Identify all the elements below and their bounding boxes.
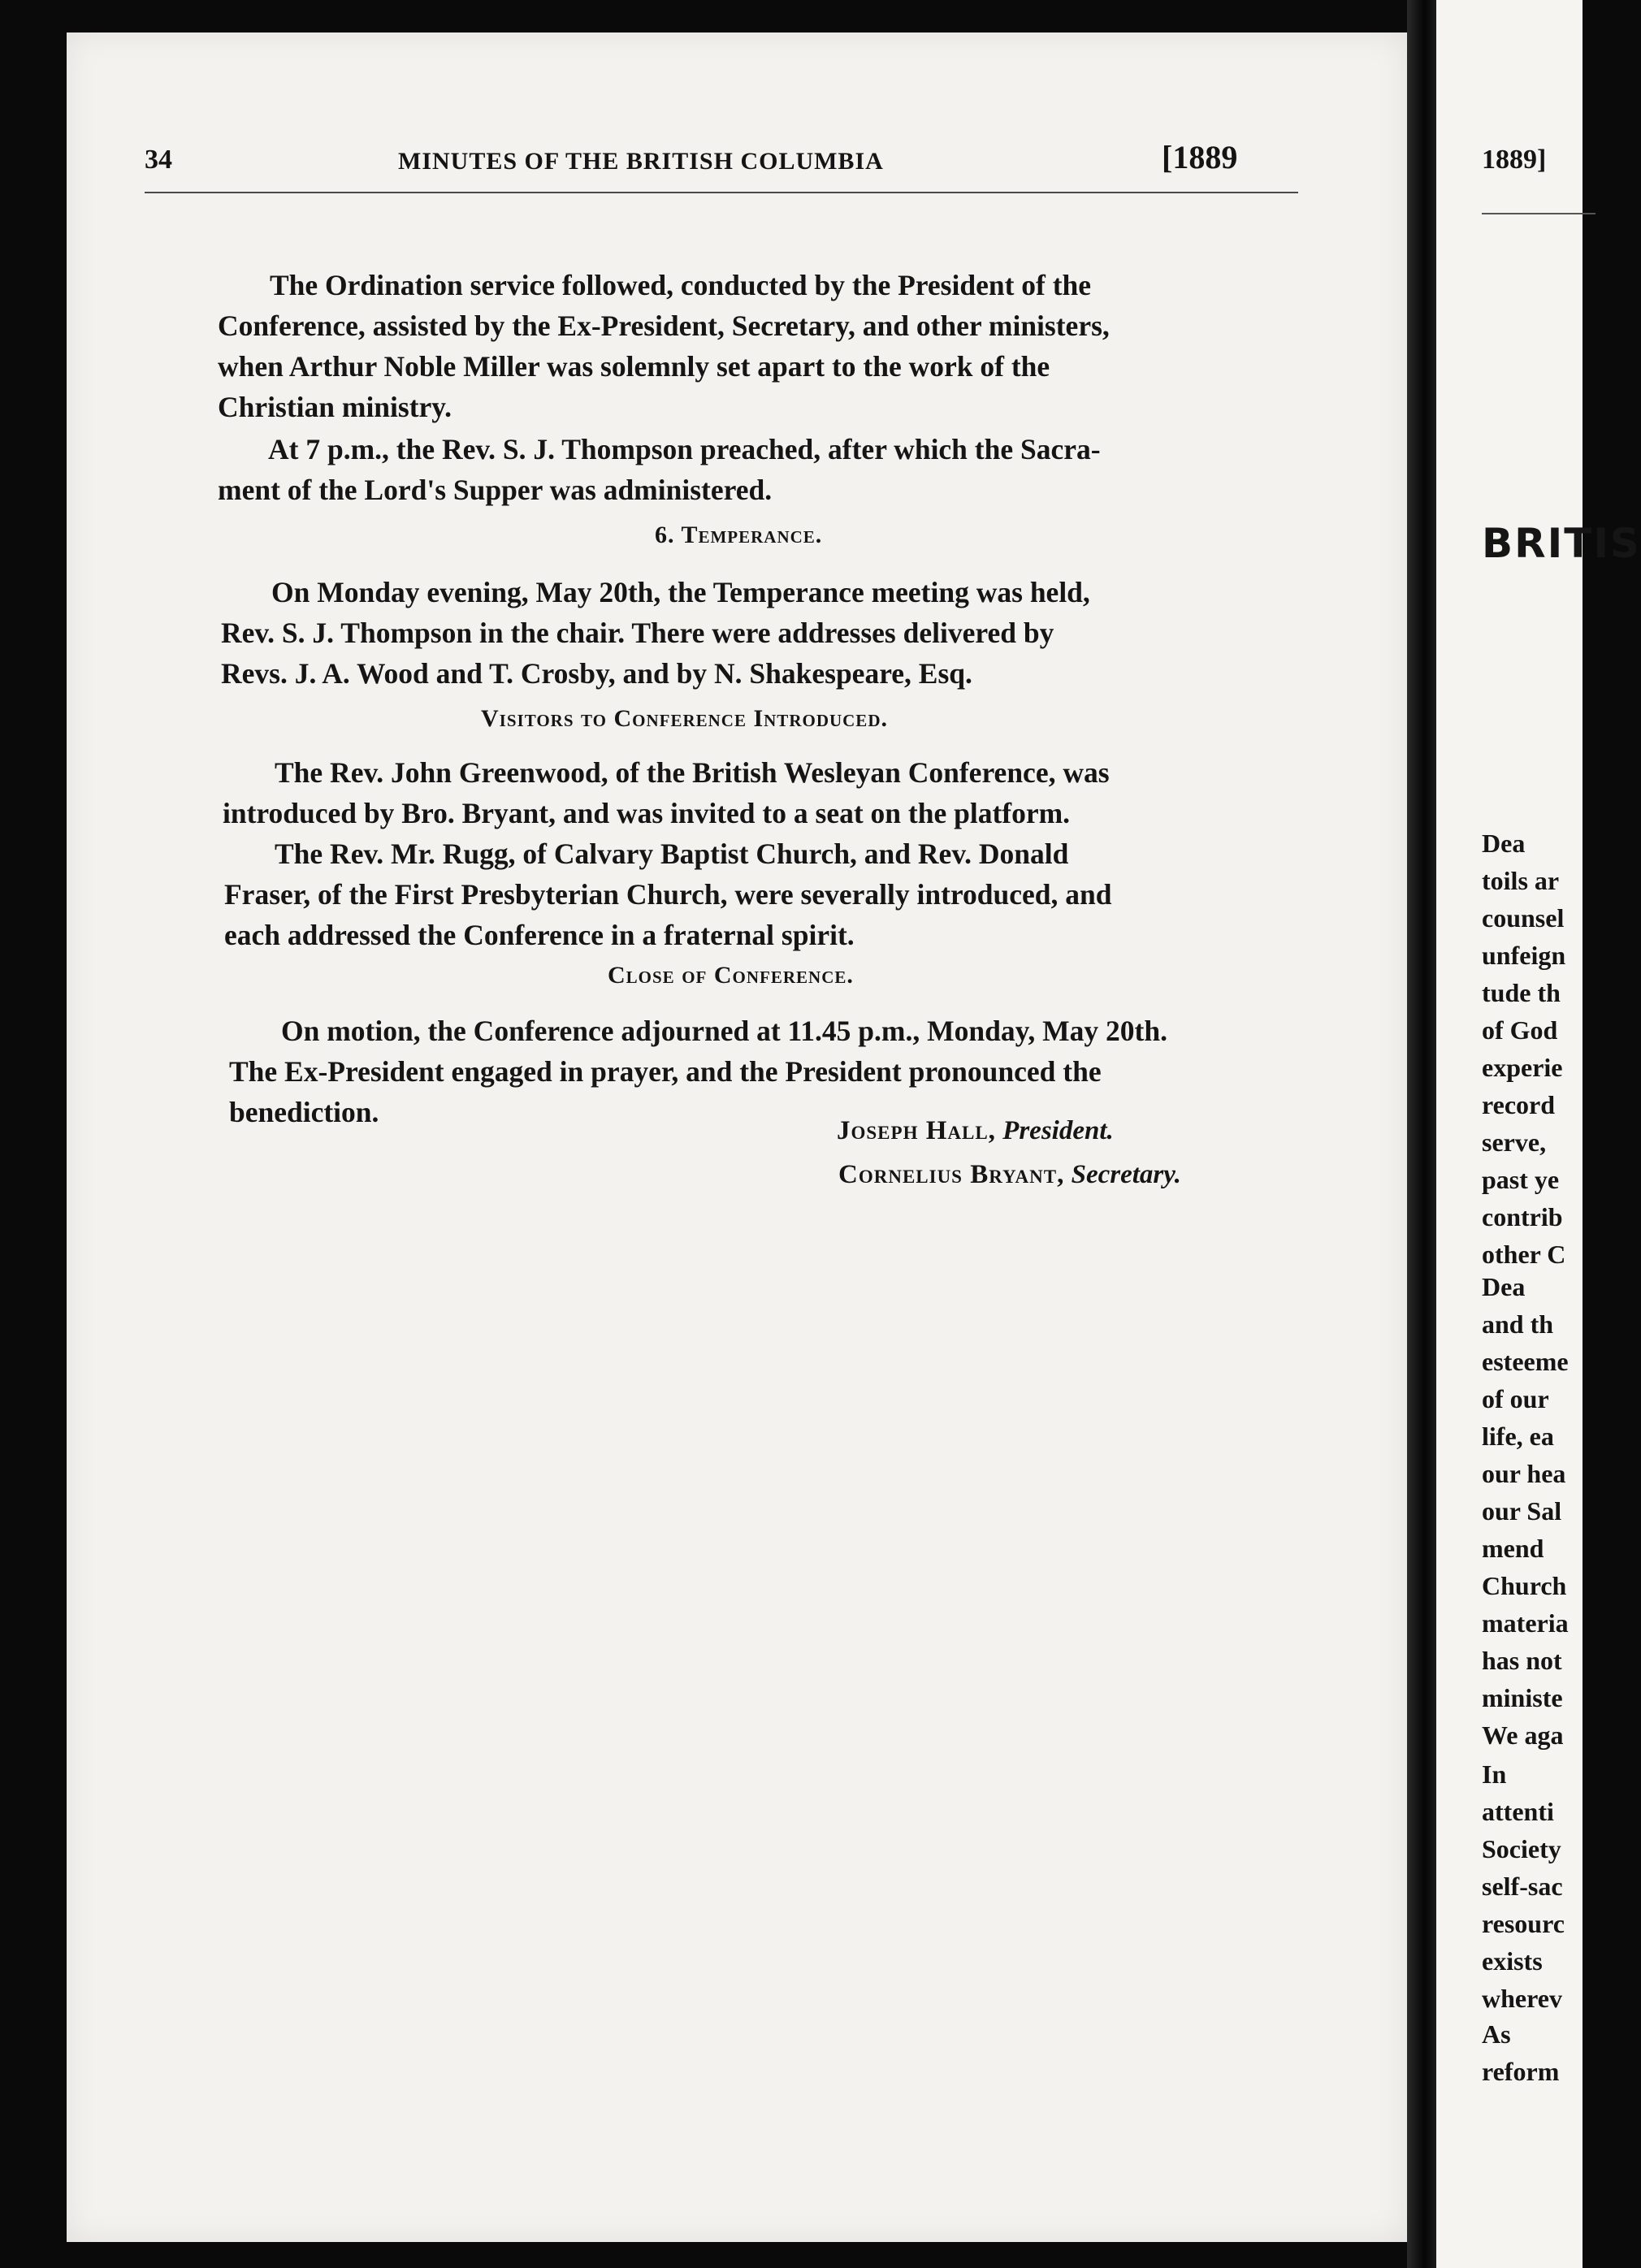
- facing-text-line: has not: [1482, 1646, 1562, 1675]
- facing-text-line: materia: [1482, 1608, 1569, 1638]
- page-number: 34: [145, 145, 172, 175]
- facing-text-line: life, ea: [1482, 1422, 1554, 1451]
- running-title: MINUTES OF THE BRITISH COLUMBIA: [398, 148, 884, 175]
- facing-text-line: tude th: [1482, 978, 1561, 1007]
- text-line: On motion, the Conference adjourned at 11.45 p.m., Monday, May 20th.: [281, 1015, 1167, 1047]
- right-facing-page: [1436, 0, 1641, 2268]
- signature-name: Cornelius Bryant,: [838, 1160, 1065, 1189]
- facing-text-line: Church: [1482, 1571, 1567, 1600]
- facing-text-line: exists: [1482, 1946, 1543, 1976]
- facing-text-line: of our: [1482, 1384, 1549, 1413]
- signature-president: [837, 1116, 1114, 1146]
- text-line: At 7 p.m., the Rev. S. J. Thompson preached, after which the Sacra-: [268, 433, 1101, 465]
- facing-text-line: serve,: [1482, 1128, 1547, 1157]
- text-line: Christian ministry.: [218, 391, 452, 423]
- section-heading-close: Close of Conference.: [608, 962, 854, 989]
- facing-text-line: reform: [1482, 2057, 1560, 2086]
- facing-text-line: In: [1482, 1759, 1507, 1789]
- text-line: Conference, assisted by the Ex-President, Secretary, and other ministers,: [218, 309, 1110, 342]
- facing-text-line: counsel: [1482, 903, 1565, 933]
- text-line: The Ex-President engaged in prayer, and the President pronounced the: [229, 1055, 1102, 1088]
- header-rule: [145, 192, 1298, 193]
- signature-role: Secretary.: [1071, 1160, 1181, 1189]
- facing-text-line: other C: [1482, 1240, 1566, 1269]
- facing-header-rule: [1482, 213, 1596, 214]
- text-line: benediction.: [229, 1096, 379, 1128]
- text-line: introduced by Bro. Bryant, and was invited to a seat on the platform.: [223, 797, 1071, 829]
- book-gutter: [1407, 0, 1436, 2268]
- signature-secretary: [838, 1160, 1181, 1190]
- text-line: The Rev. Mr. Rugg, of Calvary Baptist Church, and Rev. Donald: [275, 838, 1069, 870]
- signature-role: President.: [1002, 1116, 1114, 1145]
- facing-text-line: past ye: [1482, 1165, 1560, 1194]
- facing-text-line: mend: [1482, 1534, 1544, 1563]
- facing-text-line: experie: [1482, 1053, 1563, 1082]
- facing-text-line: Dea: [1482, 829, 1526, 858]
- text-line: Fraser, of the First Presbyterian Church, were severally introduced, and: [224, 878, 1112, 911]
- text-line: The Ordination service followed, conducted by the President of the: [270, 269, 1092, 301]
- facing-text-line: our hea: [1482, 1459, 1566, 1488]
- text-line: Revs. J. A. Wood and T. Crosby, and by N. Shakespeare, Esq.: [221, 657, 972, 690]
- facing-text-line: As: [1482, 2019, 1511, 2049]
- facing-text-line: toils ar: [1482, 866, 1560, 895]
- facing-text-line: Society: [1482, 1834, 1561, 1863]
- facing-text-line: unfeign: [1482, 941, 1566, 970]
- facing-text-line: of God: [1482, 1015, 1558, 1045]
- facing-text-line: contrib: [1482, 1202, 1563, 1231]
- facing-text-line: esteeme: [1482, 1347, 1569, 1376]
- text-line: ment of the Lord's Supper was administered.: [218, 474, 773, 506]
- facing-text-line: record: [1482, 1090, 1556, 1119]
- text-line: On Monday evening, May 20th, the Temperance meeting was held,: [271, 576, 1090, 608]
- facing-text-line: Dea: [1482, 1272, 1526, 1301]
- facing-text-line: We aga: [1482, 1720, 1564, 1750]
- header-year: [1889: [1162, 139, 1238, 175]
- signature-name: Joseph Hall,: [837, 1116, 996, 1145]
- section-heading-visitors: Visitors to Conference Introduced.: [481, 705, 888, 732]
- facing-text-line: attenti: [1482, 1797, 1554, 1826]
- facing-text-line: and th: [1482, 1309, 1554, 1339]
- text-line: The Rev. John Greenwood, of the British Wesleyan Conference, was: [275, 756, 1110, 789]
- facing-text-line: wherev: [1482, 1984, 1562, 2013]
- section-heading-temperance: 6. Temperance.: [655, 522, 823, 548]
- facing-text-line: our Sal: [1482, 1496, 1562, 1526]
- facing-text-line: self-sac: [1482, 1872, 1563, 1901]
- facing-text-line: resourc: [1482, 1909, 1565, 1938]
- facing-text-line: ministe: [1482, 1683, 1563, 1712]
- facing-page-title: BRITIS: [1482, 520, 1641, 567]
- facing-page-year: 1889]: [1482, 145, 1547, 175]
- text-line: Rev. S. J. Thompson in the chair. There were addresses delivered by: [221, 617, 1054, 649]
- text-line: each addressed the Conference in a fraternal spirit.: [224, 919, 855, 951]
- text-line: when Arthur Noble Miller was solemnly set apart to the work of the: [218, 350, 1050, 383]
